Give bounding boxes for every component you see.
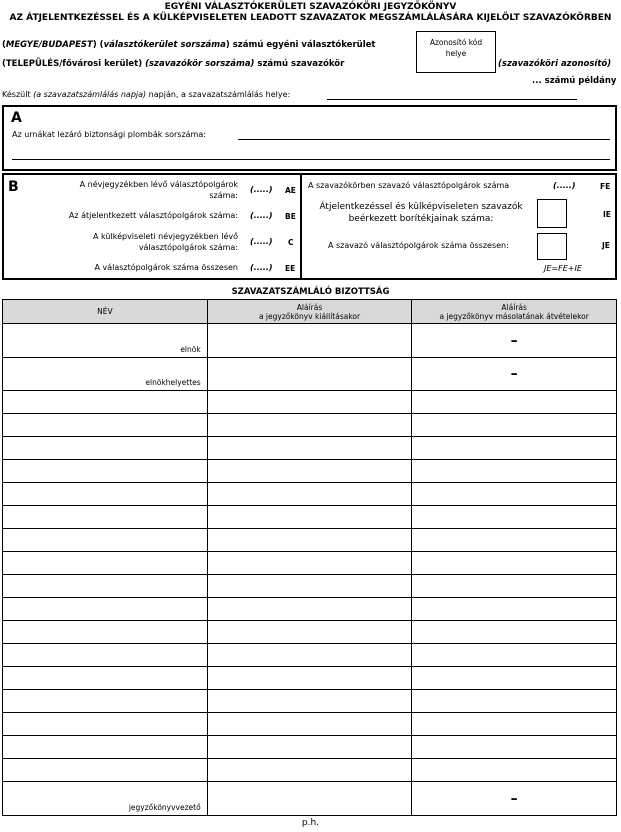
sign-issue-header-line: a jegyzőkönyv kiállításakor [258, 311, 361, 321]
signature-cell[interactable] [207, 736, 412, 759]
section-b-divider [300, 175, 302, 278]
name-cell[interactable] [3, 529, 208, 552]
table-row [3, 324, 617, 358]
copy-signature-cell[interactable] [412, 644, 617, 667]
ee-code: EE [285, 264, 296, 273]
copy-signature-cell[interactable] [412, 690, 617, 713]
table-row [3, 644, 617, 667]
sign-copy-header-line: Aláírás [501, 302, 527, 312]
table-row [3, 414, 617, 437]
copy-signature-cell[interactable] [412, 782, 617, 816]
copy-signature-cell[interactable] [412, 667, 617, 690]
be-value[interactable]: (.....) [250, 211, 273, 220]
name-cell[interactable] [3, 460, 208, 483]
formula-text: JE=FE+IE [544, 264, 582, 273]
signature-cell[interactable] [207, 621, 412, 644]
section-b-letter: B [8, 179, 19, 195]
envelopes-text: Átjelentkezéssel és külképviseleten szavazók [319, 202, 523, 212]
county-placeholder: MEGYE/BUDAPEST [5, 40, 93, 50]
total-voters-label: A választópolgárok száma összesen [94, 263, 238, 272]
copy-signature-cell[interactable] [412, 414, 617, 437]
signature-cell[interactable] [207, 483, 412, 506]
ae-code: AE [285, 186, 296, 195]
voted-total-label: A szavazó választópolgárok száma összesen: [328, 241, 509, 250]
signature-cell[interactable] [207, 575, 412, 598]
vice-president-role-label: elnökhelyettes [145, 378, 201, 387]
name-cell[interactable] [3, 690, 208, 713]
made-on-line [2, 90, 290, 99]
date-placeholder: (a szavazatszámlálás napja) [33, 90, 147, 99]
station-identifier: (szavazóköri azonosító) [498, 59, 612, 69]
polling-station-line [2, 59, 344, 69]
signature-cell[interactable] [207, 391, 412, 414]
dash-mark: – [510, 332, 518, 349]
copy-signature-cell[interactable] [412, 621, 617, 644]
signature-cell[interactable] [207, 324, 412, 358]
table-row [3, 506, 617, 529]
name-cell[interactable] [3, 437, 208, 460]
be-code: BE [285, 212, 296, 221]
identifier-code-box [416, 31, 496, 73]
seal-numbers-label: Az urnákat lezáró biztonsági plombák sorszáma: [12, 130, 206, 139]
table-row [3, 598, 617, 621]
copy-number-label: ... számú példány [532, 76, 617, 86]
je-code: JE [602, 241, 610, 250]
president-role-label: elnök [180, 345, 201, 354]
identifier-code-label: Azonosító kód helye [429, 38, 483, 58]
copy-signature-cell[interactable] [412, 529, 617, 552]
c-code: C [288, 238, 294, 247]
signature-cell[interactable] [207, 552, 412, 575]
seal-numbers-field-2[interactable] [12, 159, 610, 160]
document-title: EGYÉNI VÁLASZTÓKERÜLETI SZAVAZÓKÖRI JEGYZŐKÖNYV [164, 2, 457, 12]
committee-title: SZAVAZATSZÁMLÁLÓ BIZOTTSÁG [231, 287, 390, 297]
name-cell[interactable] [3, 713, 208, 736]
signature-cell[interactable] [207, 529, 412, 552]
name-cell[interactable] [3, 483, 208, 506]
signature-cell[interactable] [207, 667, 412, 690]
president-name-cell[interactable] [3, 324, 208, 358]
sign-issue-column-header [207, 300, 412, 324]
section-b-box [2, 173, 617, 280]
document-subtitle: AZ ÁTJELENTKEZÉSSEL ÉS A KÜLKÉPVISELETEN LEADOTT SZAVAZATOK MEGSZÁMLÁLÁSÁRA KIJELÖLT SZAVAZÓKÖRBEN [9, 13, 612, 23]
copy-signature-cell[interactable] [412, 736, 617, 759]
foreign-voters-label [44, 231, 238, 253]
voted-voters-label: A szavazókörben szavazó választópolgárok száma [308, 181, 510, 190]
district-line [2, 40, 375, 50]
copy-signature-cell[interactable] [412, 713, 617, 736]
table-row [3, 782, 617, 816]
district-number-placeholder: választókerület sorszáma [103, 40, 226, 50]
copy-signature-cell[interactable] [412, 759, 617, 782]
registered-voters-text: A névjegyzékben lévő választópolgárok [79, 180, 238, 189]
signature-cell[interactable] [207, 598, 412, 621]
table-row [3, 690, 617, 713]
name-cell[interactable] [3, 644, 208, 667]
recorder-role-label: jegyzőkönyvvezető [128, 803, 201, 812]
name-cell[interactable] [3, 552, 208, 575]
section-a-letter: A [11, 110, 22, 126]
station-number-placeholder: (szavazókör sorszáma) [145, 59, 255, 69]
table-row [3, 667, 617, 690]
table-row [3, 713, 617, 736]
signature-cell[interactable] [207, 759, 412, 782]
signature-cell[interactable] [207, 437, 412, 460]
fe-value[interactable]: (.....) [553, 181, 576, 190]
dash-mark: – [510, 790, 518, 807]
district-text: ( [2, 40, 6, 50]
signature-cell[interactable] [207, 460, 412, 483]
copy-signature-cell[interactable] [412, 358, 617, 391]
name-cell[interactable] [3, 575, 208, 598]
ee-value[interactable]: (.....) [250, 263, 273, 272]
sign-issue-header-line: Aláírás [296, 302, 323, 312]
signature-cell[interactable] [207, 690, 412, 713]
table-header-row [3, 300, 617, 324]
committee-table [2, 299, 617, 816]
envelopes-text: beérkezett borítékjainak száma: [348, 214, 494, 224]
copy-signature-cell[interactable] [412, 598, 617, 621]
ie-input[interactable] [537, 199, 567, 228]
foreign-voters-text: választópolgárok száma: [138, 243, 238, 252]
ae-value[interactable]: (.....) [250, 185, 273, 194]
copy-signature-cell[interactable] [412, 506, 617, 529]
table-row [3, 736, 617, 759]
copy-signature-cell[interactable] [412, 483, 617, 506]
signature-cell[interactable] [207, 713, 412, 736]
c-value[interactable]: (.....) [250, 237, 273, 246]
recorder-name-cell[interactable] [3, 782, 208, 816]
name-cell[interactable] [3, 598, 208, 621]
place-field[interactable] [327, 99, 577, 100]
name-cell[interactable] [3, 736, 208, 759]
district-text: ) ( [92, 40, 104, 50]
table-row [3, 358, 617, 391]
copy-signature-cell[interactable] [412, 552, 617, 575]
copy-signature-cell[interactable] [412, 391, 617, 414]
signature-cell[interactable] [207, 506, 412, 529]
transferred-voters-label: Az átjelentkezett választópolgárok száma: [68, 211, 238, 220]
name-cell[interactable] [3, 667, 208, 690]
table-row [3, 759, 617, 782]
table-row [3, 552, 617, 575]
name-cell[interactable] [3, 506, 208, 529]
made-prefix: Készült [2, 90, 34, 99]
copy-signature-cell[interactable] [412, 437, 617, 460]
ie-code: IE [603, 210, 611, 219]
envelopes-label [308, 201, 534, 225]
vice-president-name-cell[interactable] [3, 358, 208, 391]
signature-cell[interactable] [207, 644, 412, 667]
copy-signature-cell[interactable] [412, 324, 617, 358]
copy-signature-cell[interactable] [412, 460, 617, 483]
section-a-box [2, 105, 617, 171]
district-text: ) számú egyéni választókerület [225, 40, 376, 50]
settlement-placeholder: (TELEPÜLÉS/fővárosi kerület) [2, 59, 146, 69]
name-cell[interactable] [3, 621, 208, 644]
name-column-header: NÉV [3, 300, 208, 324]
name-cell[interactable] [3, 759, 208, 782]
table-row [3, 460, 617, 483]
sign-copy-header-line: a jegyzőkönyv másolatának átvételekor [439, 311, 589, 321]
stamp-place-label: p.h. [301, 818, 320, 828]
signature-cell[interactable] [207, 782, 412, 816]
table-row [3, 529, 617, 552]
signature-cell[interactable] [207, 414, 412, 437]
place-label: napján, a szavazatszámlálás helye: [146, 90, 291, 99]
dash-mark: – [510, 366, 518, 382]
table-row [3, 391, 617, 414]
fe-code: FE [600, 182, 611, 191]
station-text: számú szavazókör [254, 59, 345, 69]
signature-cell[interactable] [207, 358, 412, 391]
copy-signature-cell[interactable] [412, 575, 617, 598]
sign-copy-column-header [412, 300, 617, 324]
foreign-voters-text: A külképviseleti névjegyzékben lévő [93, 232, 238, 241]
je-input[interactable] [537, 233, 567, 260]
table-row [3, 621, 617, 644]
seal-numbers-field[interactable] [238, 139, 610, 140]
registered-voters-text: száma: [209, 191, 238, 200]
registered-voters-label [44, 179, 238, 201]
name-cell[interactable] [3, 391, 208, 414]
table-row [3, 437, 617, 460]
table-row [3, 483, 617, 506]
name-cell[interactable] [3, 414, 208, 437]
table-row [3, 575, 617, 598]
